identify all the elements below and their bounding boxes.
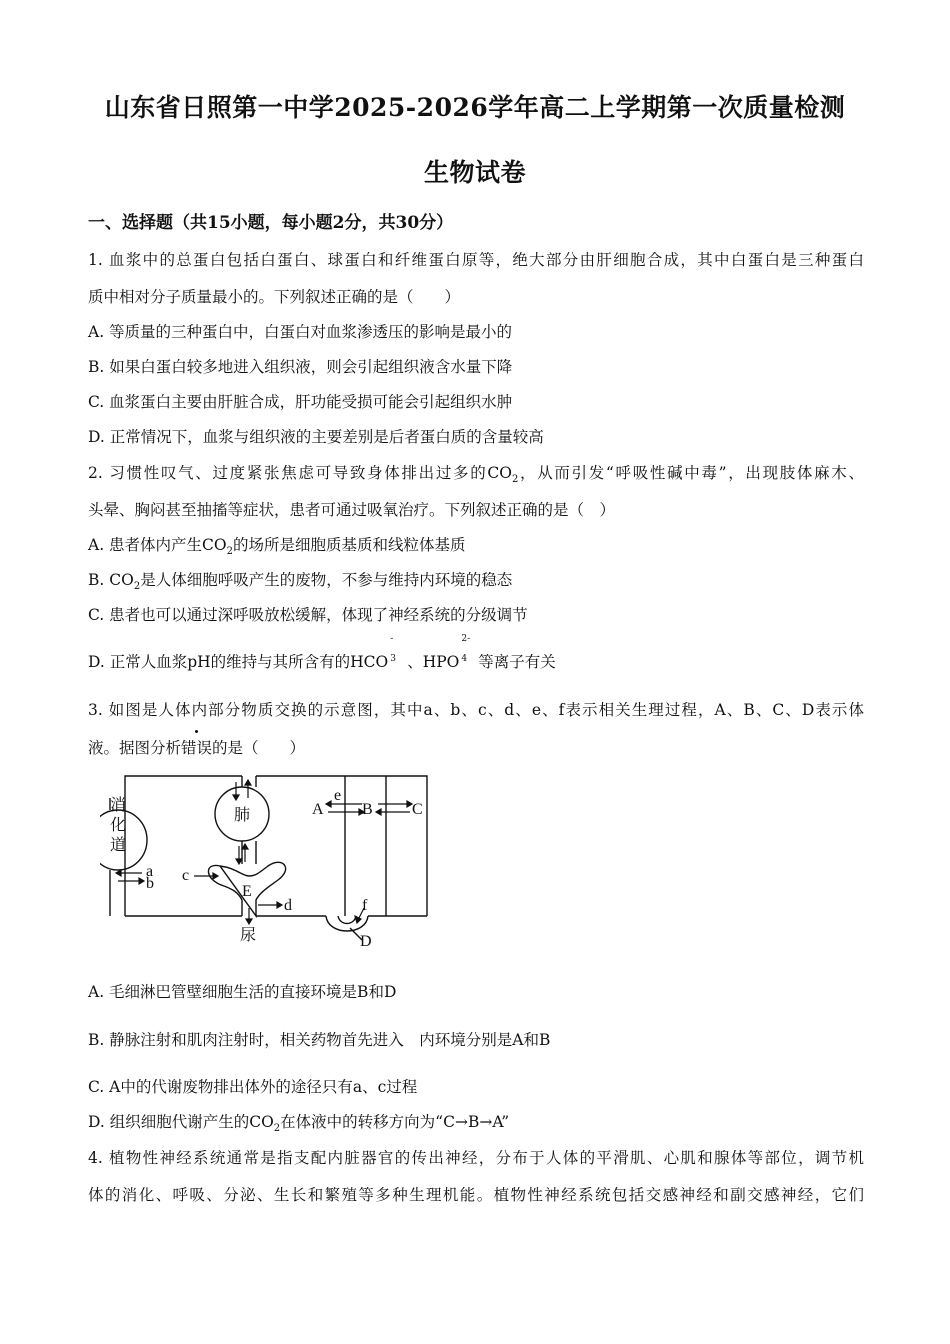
q1-option-a: A. 等质量的三种蛋白中，白蛋白对血浆渗透压的影响是最小的: [88, 323, 513, 341]
label-C: C: [412, 801, 423, 818]
label-f: f: [362, 897, 368, 914]
page-title: 山东省日照第一中学2025-2026学年高二上学期第一次质量检测: [104, 93, 846, 122]
label-D: D: [360, 933, 372, 948]
label-digestive-1: 消: [110, 797, 127, 814]
q3-option-a: A. 毛细淋巴管壁细胞生活的直接环境是B和D: [88, 983, 397, 1001]
q1-stem-line2: 质中相对分子质量最小的。下列叙述正确的是（ ）: [88, 288, 461, 306]
q3-stem-line2: 液。据图分析错误的是（ ）: [88, 736, 305, 758]
q3-option-b: B. 静脉注射和肌肉注射时，相关药物首先进入 内环境分别是A和B: [88, 1031, 551, 1049]
q2-option-b: B. $CO_2$是人体细胞呼吸产生的废物，不参与维持内环境的稳态: [88, 571, 513, 593]
q2-stem-line2: 头晕、胸闷甚至抽搐等症状，患者可通过吸氧治疗。下列叙述正确的是（ ）: [88, 501, 616, 519]
label-d: d: [284, 897, 292, 914]
q3-option-d: D. 组织细胞代谢产生的$CO_2$在体液中的转移方向为“C→B→A”: [88, 1113, 510, 1135]
label-E: E: [242, 883, 252, 900]
frame-left-top: [125, 776, 242, 916]
q4-stem-line2: 体的消化、呼吸、分泌、生长和繁殖等多种生理机能。植物性神经系统包括交感神经和副交感神经，它们: [88, 1186, 864, 1204]
q1-option-c: C. 血浆蛋白主要由肝脏合成，肝功能受损可能会引起组织水肿: [88, 393, 513, 411]
label-e: e: [334, 787, 342, 804]
label-urine: 尿: [240, 927, 257, 944]
q1-option-d: D. 正常情况下，血浆与组织液的主要差别是后者蛋白质的含量较高: [88, 428, 544, 446]
frame-right-top: [256, 776, 427, 916]
body-fluid-exchange-diagram: [100, 768, 440, 948]
label-c: c: [182, 867, 190, 884]
emphasis-mark: 错误: [181, 736, 212, 758]
label-B: B: [362, 801, 373, 818]
section-heading: 一、选择题（共15小题，每小题2分，共30分）: [88, 213, 454, 233]
q4-stem-line1: 4. 植物性神经系统通常是指支配内脏器官的传出神经，分布于人体的平滑肌、心肌和腺体等部位，调节机: [88, 1149, 864, 1167]
q3-stem-line1: 3. 如图是人体内部分物质交换的示意图，其中a、b、c、d、e、f表示相关生理过程，A、B、C、D表示体: [88, 701, 864, 719]
label-lung: 肺: [234, 807, 251, 824]
q1-stem-line1: 1. 血浆中的总蛋白包括白蛋白、球蛋白和纤维蛋白原等，绝大部分由肝细胞合成，其中白蛋白是三种蛋白: [88, 251, 864, 269]
label-digestive-3: 道: [110, 837, 127, 854]
q2-option-d: D. 正常人血浆pH的维持与其所含有的HCO - 3 、HPO 2- 4 等离子有关: [88, 633, 556, 671]
label-b: b: [146, 875, 154, 892]
label-digestive-2: 化: [110, 817, 127, 834]
label-A: A: [312, 801, 324, 818]
q2-option-c: C. 患者也可以通过深呼吸放松缓解，体现了神经系统的分级调节: [88, 606, 528, 624]
q2-option-a: A. 患者体内产生$CO_2$的场所是细胞质基质和线粒体基质: [88, 536, 466, 558]
q2-stem-line1: 2. 习惯性叹气、过度紧张焦虑可导致身体排出过多的$CO_2$，从而引发“呼吸性碱中毒”，出现肢体麻木、: [88, 464, 864, 486]
q3-option-c: C. A中的代谢废物排出体外的途径只有a、c过程: [88, 1078, 418, 1096]
label-a: a: [146, 863, 154, 880]
page-subtitle: 生物试卷: [423, 158, 526, 187]
q1-option-b: B. 如果白蛋白较多地进入组织液，则会引起组织液含水量下降: [88, 358, 513, 376]
